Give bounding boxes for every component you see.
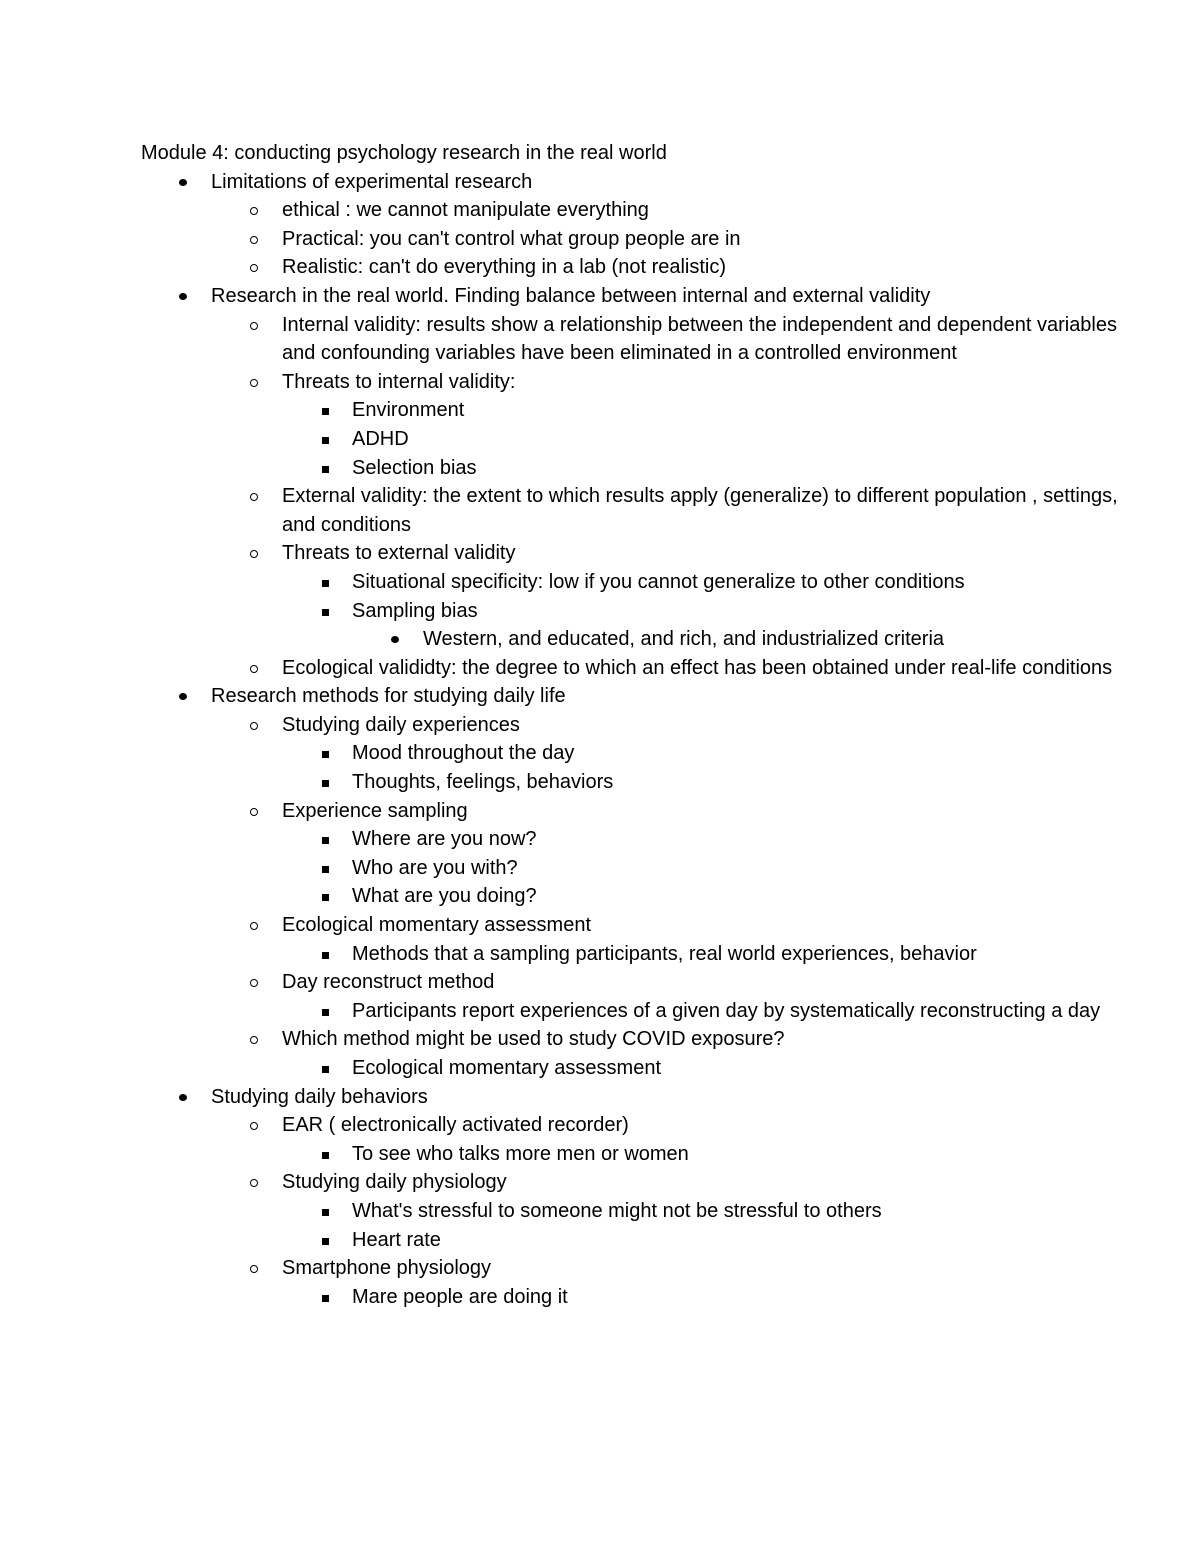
outline-item-text: Limitations of experimental research (211, 170, 533, 193)
outline-item-text: Day reconstruct method (282, 971, 495, 994)
circle-bullet-icon (245, 797, 265, 826)
document-title: Module 4: conducting psychology research in the real world (141, 142, 667, 164)
disc-bullet-icon (174, 1083, 194, 1112)
circle-bullet-icon (245, 654, 265, 683)
outline-item-text: Ecological momentary assessment (282, 914, 592, 937)
outline-item-text: Which method might be used to study COVID exposure? (282, 1028, 785, 1051)
outline-item-level-2 (141, 1254, 1141, 1283)
outline-item-text: Situational specificity: low if you cannot generalize to other conditions (352, 570, 965, 593)
outline-item-text: ADHD (352, 427, 409, 450)
square-bullet-icon (316, 568, 336, 597)
square-bullet-icon (316, 597, 336, 626)
outline-item-text: External validity: the extent to which results apply (generalize) to different population , settings, and conditions (282, 485, 1118, 536)
outline-item-level-3 (141, 396, 1141, 425)
outline-item-level-1 (141, 1083, 1141, 1112)
square-bullet-icon (316, 425, 336, 454)
outline-item-text: Studying daily physiology (282, 1171, 507, 1194)
outline-item-level-3 (141, 825, 1141, 854)
square-bullet-icon (316, 768, 336, 797)
circle-bullet-icon (245, 482, 265, 511)
outline-item-level-2 (141, 368, 1141, 397)
disc-bullet-icon (174, 682, 194, 711)
circle-bullet-icon (245, 196, 265, 225)
square-bullet-icon (316, 825, 336, 854)
outline-item-text: Internal validity: results show a relationship between the independent and dependent variables and confounding variables have been eliminated in a controlled environment (282, 313, 1117, 365)
outline-item-text: Participants report experiences of a given day by systematically reconstructing a day (352, 999, 1101, 1022)
disc-bullet-icon (174, 282, 194, 311)
circle-bullet-icon (245, 539, 265, 568)
outline-item-level-2 (141, 654, 1141, 683)
outline-item-text: Ecological momentary assessment (352, 1057, 662, 1079)
outline-item-text: Realistic: can't do everything in a lab (not realistic) (282, 256, 727, 279)
outline-item-text: Experience sampling (282, 799, 468, 822)
outline-item-level-3 (141, 1197, 1141, 1226)
outline-item-text: Threats to internal validity: (282, 370, 516, 393)
outline-item-text: ethical : we cannot manipulate everything (282, 199, 649, 222)
outline-item-level-3 (141, 1140, 1141, 1169)
outline-item-text: Western, and educated, and rich, and industrialized criteria (423, 628, 945, 651)
outline-item-level-2 (141, 539, 1141, 568)
outline-item-level-3 (141, 854, 1141, 883)
outline-item-text: Environment (352, 399, 465, 422)
circle-bullet-icon (245, 311, 265, 340)
outline-item-text: Who are you with? (352, 856, 518, 879)
outline-item-level-3 (141, 425, 1141, 454)
disc-bullet-icon (174, 168, 194, 197)
square-bullet-icon (316, 1226, 336, 1255)
circle-bullet-icon (245, 968, 265, 997)
outline-item-level-2 (141, 253, 1141, 282)
circle-bullet-icon (245, 911, 265, 940)
outline-item-level-2 (141, 196, 1141, 225)
circle-bullet-icon (245, 368, 265, 397)
outline-item-text: Sampling bias (352, 599, 478, 622)
outline-item-level-2 (141, 1168, 1141, 1197)
outline-item-level-2 (141, 797, 1141, 826)
outline-item-text: To see who talks more men or women (352, 1142, 689, 1165)
square-bullet-icon (316, 396, 336, 425)
square-bullet-icon (316, 1140, 336, 1169)
outline-item-level-4 (141, 625, 1141, 654)
square-bullet-icon (316, 739, 336, 768)
outline-item-level-3 (141, 454, 1141, 483)
square-bullet-icon (316, 854, 336, 883)
square-bullet-icon (316, 1283, 336, 1312)
outline-item-text: What are you doing? (352, 885, 537, 908)
outline-item-level-3 (141, 882, 1141, 911)
outline-item-level-2 (141, 1025, 1141, 1054)
outline-item-text: Mare people are doing it (352, 1285, 568, 1308)
outline-item-text: What's stressful to someone might not be stressful to others (352, 1199, 882, 1222)
outline-item-level-3 (141, 597, 1141, 626)
document-content (141, 139, 1141, 1311)
outline-item-text: Heart rate (352, 1228, 441, 1251)
circle-bullet-icon (245, 1168, 265, 1197)
outline-item-text: Where are you now? (352, 828, 537, 851)
outline-item-text: Smartphone physiology (282, 1257, 492, 1280)
outline-item-level-2 (141, 968, 1141, 997)
square-bullet-icon (316, 997, 336, 1026)
outline-item-text: Threats to external validity (282, 542, 516, 565)
outline-item-level-3 (141, 768, 1141, 797)
outline-item-text: Selection bias (352, 456, 477, 479)
outline-item-level-2 (141, 311, 1141, 368)
outline-item-text: Thoughts, feelings, behaviors (352, 771, 614, 794)
outline-item-level-3 (141, 940, 1141, 969)
outline-item-text: EAR ( electronically activated recorder) (282, 1114, 629, 1137)
outline-item-text: Practical: you can't control what group people are in (282, 227, 741, 250)
outline-item-text: Research methods for studying daily life (211, 685, 566, 708)
outline-item-level-3 (141, 568, 1141, 597)
outline-item-level-3 (141, 1226, 1141, 1255)
outline-item-level-3 (141, 739, 1141, 768)
outline-item-text: Studying daily experiences (282, 713, 520, 736)
outline-item-text: Methods that a sampling participants, real world experiences, behavior (352, 942, 977, 965)
outline-item-text: Mood throughout the day (352, 742, 575, 765)
circle-bullet-icon (245, 225, 265, 254)
outline-item-text: Studying daily behaviors (211, 1085, 428, 1108)
outline-item-level-2 (141, 911, 1141, 940)
square-bullet-icon (316, 454, 336, 483)
outline-item-level-1 (141, 282, 1141, 311)
circle-bullet-icon (245, 1025, 265, 1054)
outline-item-level-3 (141, 1283, 1141, 1312)
circle-bullet-icon (245, 253, 265, 282)
outline-item-text: Ecological valididty: the degree to which an effect has been obtained under real-life conditions (282, 656, 1113, 679)
square-bullet-icon (316, 1197, 336, 1226)
outline-item-level-2 (141, 711, 1141, 740)
circle-bullet-icon (245, 1254, 265, 1283)
outline-item-level-2 (141, 1111, 1141, 1140)
square-bullet-icon (316, 1054, 336, 1083)
circle-bullet-icon (245, 1111, 265, 1140)
disc-bullet-icon (386, 625, 406, 654)
square-bullet-icon (316, 940, 336, 969)
outline-item-level-2 (141, 482, 1141, 539)
circle-bullet-icon (245, 711, 265, 740)
outline-item-level-2 (141, 225, 1141, 254)
outline-item-text: Research in the real world. Finding balance between internal and external validity (211, 284, 931, 307)
outline-list (141, 168, 1141, 1312)
outline-item-level-3 (141, 997, 1141, 1026)
outline-item-level-3 (141, 1054, 1141, 1083)
square-bullet-icon (316, 882, 336, 911)
outline-item-level-1 (141, 168, 1141, 197)
outline-item-level-1 (141, 682, 1141, 711)
